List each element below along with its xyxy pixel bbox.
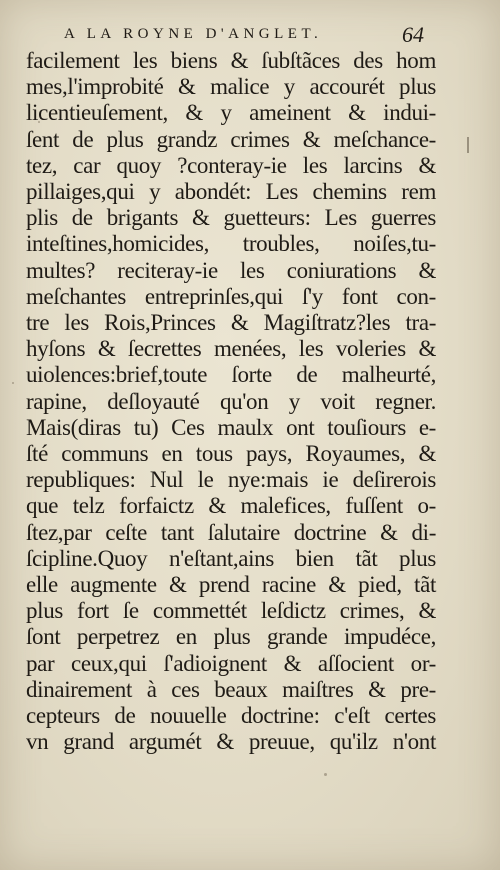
text-line: pillaiges,qui y abondét: Les chemins rem (26, 179, 436, 205)
text-line: elle augmente & prend racine & pied, tãt (26, 572, 436, 598)
text-line: vn grand argumét & preuue, qu'ilz n'ont (26, 729, 436, 755)
text-line: republiques: Nul le nye:mais ie deſirerois (26, 467, 436, 493)
text-line: dinairement à ces beaux maiſtres & pre- (26, 676, 436, 702)
paper-speck (38, 121, 40, 123)
text-line: facilement les biens & ſubſtãces des hom (26, 48, 436, 73)
text-line: ſté communs en tous pays, Royaumes, & (26, 441, 436, 467)
text-line: plus fort ſe commettét leſdictz crimes, & (26, 598, 436, 624)
running-head: A LA ROYNE D'ANGLET. (64, 26, 323, 42)
text-line: hyſons & ſecrettes menées, les voleries & (26, 336, 436, 362)
text-line: cepteurs de nouuelle doctrine: c'eſt certes (26, 703, 436, 729)
text-line: ſcipline.Quoy n'eſtant,ains bien tãt plus (26, 545, 436, 571)
paper-speck (12, 382, 14, 384)
text-line: mes,l'improbité & malice y accourét plus (26, 74, 436, 100)
margin-mark (467, 137, 469, 153)
text-line: ſtez,par ceſte tant ſalutaire doctrine & di- (26, 519, 436, 545)
text-line: tre les Rois,Princes & Magiſtratz?les tra- (26, 310, 436, 336)
text-line: licentieuſement, & y ameinent & indui- (26, 100, 436, 126)
body-text (26, 48, 436, 755)
text-line: multes? reciteray-ie les coniurations & (26, 257, 436, 283)
text-line: que telz forfaictz & malefices, fuſſent o- (26, 493, 436, 519)
text-line: Mais(diras tu) Ces maulx ont touſiours e- (26, 414, 436, 440)
text-line: rapine, deſloyauté qu'on y voit regner. (26, 388, 436, 414)
text-line: meſchantes entreprinſes,qui ſ'y font con- (26, 283, 436, 309)
text-line: tez, car quoy ?conteray-ie les larcins & (26, 152, 436, 178)
text-line: inteſtines,homicides, troubles, noiſes,tu- (26, 231, 436, 257)
text-line: ſont perpetrez en plus grande impudéce, (26, 624, 436, 650)
text-line: plis de brigants & guetteurs: Les guerres (26, 205, 436, 231)
paper-speck (324, 773, 327, 776)
page-number: 64 (402, 22, 424, 47)
text-line: uiolences:brief,toute ſorte de malheurté, (26, 362, 436, 388)
text-line: ſent de plus grandz crimes & meſchance- (26, 126, 436, 152)
text-line: par ceux,qui ſ'adioignent & aſſocient or- (26, 650, 436, 676)
